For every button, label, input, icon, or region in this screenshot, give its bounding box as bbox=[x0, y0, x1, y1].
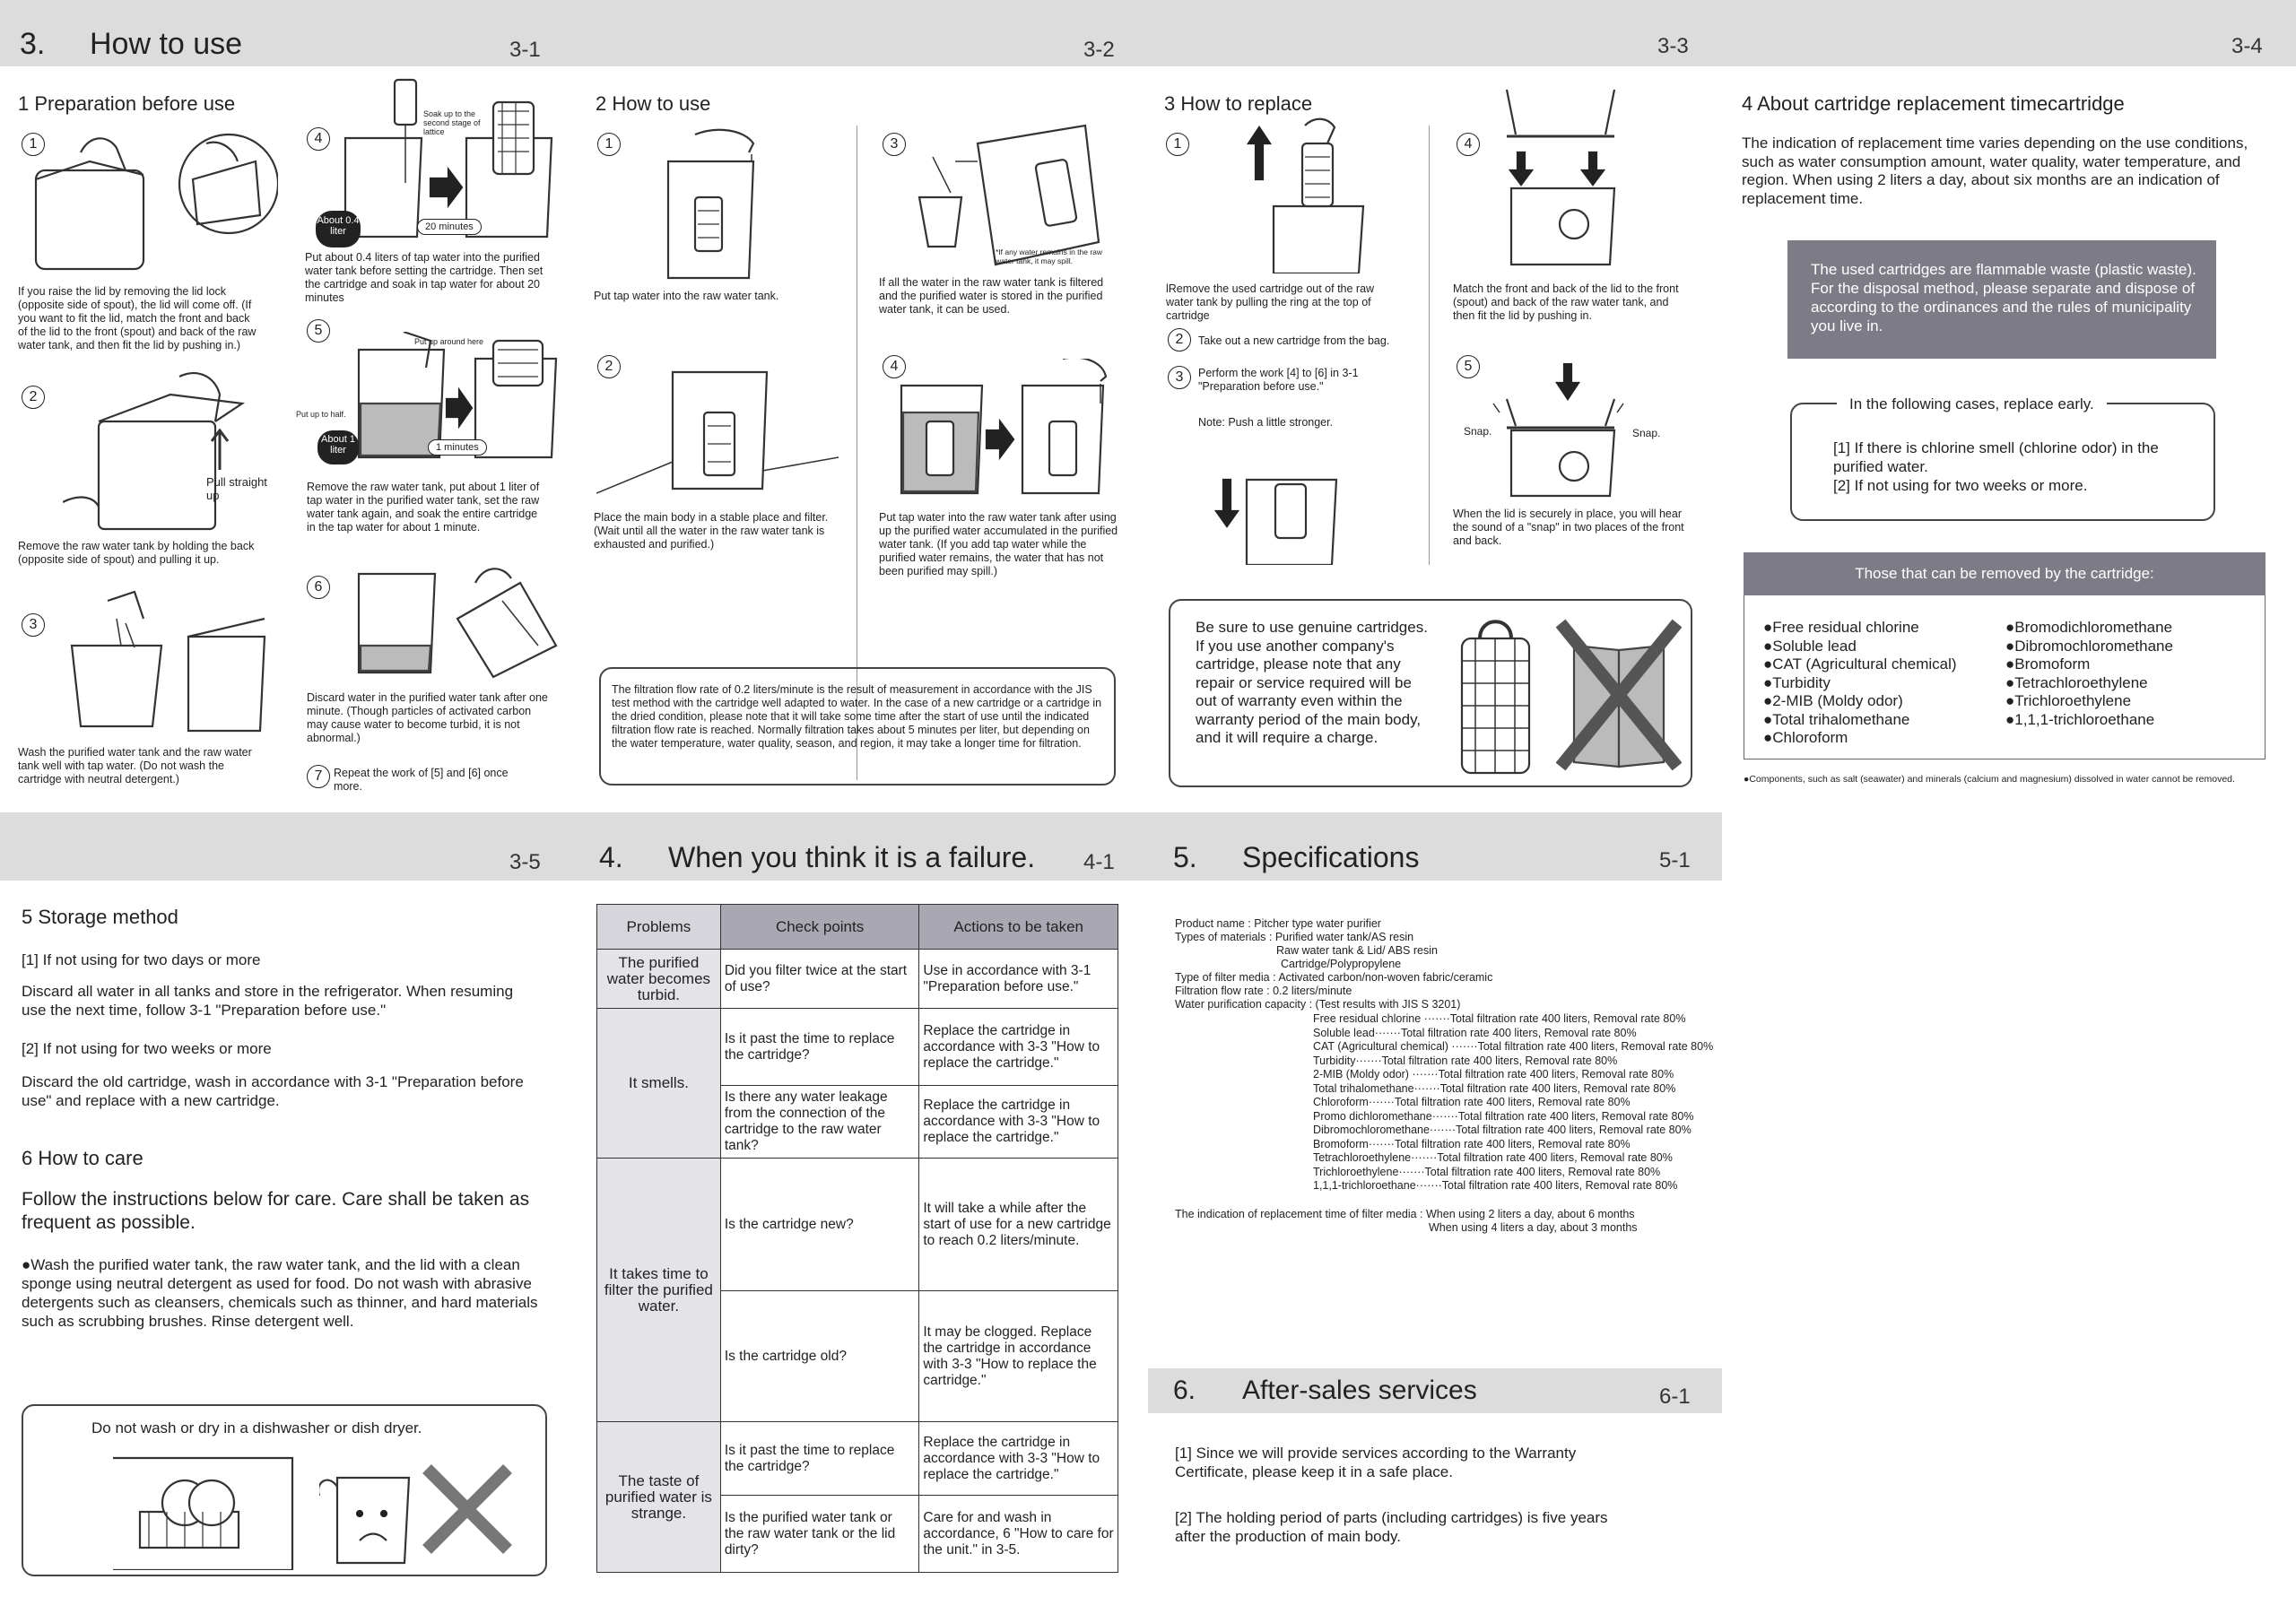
replace-step-5-number: 5 bbox=[1457, 355, 1480, 378]
action-smells-1: Replace the cartridge in accordance with 3-3 "How to replace the cartridge." bbox=[919, 1009, 1118, 1086]
howto-step-3-note: *If any water remains in the raw water tank, it may spill. bbox=[996, 247, 1103, 265]
header-band-top bbox=[0, 0, 2296, 66]
care-heading: 6 How to care bbox=[22, 1147, 144, 1169]
removed-list-right bbox=[2005, 619, 2173, 729]
action-smells-2: Replace the cartridge in accordance with 3-3 "How to replace the cartridge." bbox=[919, 1086, 1118, 1159]
waste-text: The used cartridges are flammable waste (plastic waste). For the disposal method, please separate and dispose of according to the ordinances and the rules of municipality you live in. bbox=[1811, 261, 2196, 334]
removable-item: ●1,1,1-trichloroethane bbox=[2005, 710, 2155, 728]
replace-step-4-illustration bbox=[1489, 81, 1632, 269]
problem-turbid: The purified water becomes turbid. bbox=[597, 950, 721, 1009]
prep-step-5-around-label: Put up around here bbox=[414, 337, 484, 346]
removed-footnote: ●Components, such as salt (seawater) and minerals (calcium and magnesium) dissolved in water cannot be removed. bbox=[1744, 774, 2235, 785]
howto-step-2-text: Place the main body in a stable place and filter. (Wait until all the water in the raw water tank is exhausted and purified.) bbox=[594, 511, 829, 551]
spec-capacity-row: Turbidity·······Total filtration rate 400 liters, Removal rate 80% bbox=[1313, 1054, 1618, 1067]
prep-step-6-illustration bbox=[341, 565, 565, 681]
section-4-title: When you think it is a failure. bbox=[668, 841, 1036, 873]
howto-step-1-illustration bbox=[646, 126, 798, 282]
dishwasher-illustration bbox=[113, 1449, 337, 1570]
spec-capacity: Water purification capacity : (Test results with JIS S 3201) bbox=[1175, 998, 1461, 1011]
prep-step-1-number: 1 bbox=[22, 133, 45, 156]
spec-capacity-row: Soluble lead·······Total filtration rate 400 liters, Removal rate 80% bbox=[1313, 1026, 1637, 1039]
spec-capacity-row: Free residual chlorine ·······Total filtration rate 400 liters, Removal rate 80% bbox=[1313, 1012, 1686, 1025]
replace-step-3-illustration bbox=[1211, 471, 1372, 565]
spec-capacity-row: CAT (Agricultural chemical) ·······Total filtration rate 400 liters, Removal rate 80% bbox=[1313, 1040, 1714, 1053]
replace-early-item-2: [2] If not using for two weeks or more. bbox=[1833, 477, 2088, 494]
storage-heading: 5 Storage method bbox=[22, 906, 178, 928]
howto-step-2-illustration bbox=[596, 359, 848, 502]
howto-step-4-number: 4 bbox=[883, 355, 906, 378]
prep-step-3-illustration bbox=[54, 583, 278, 744]
section-6-title: After-sales services bbox=[1242, 1376, 1477, 1405]
replace-step-1-illustration bbox=[1238, 117, 1372, 273]
sad-pitcher-icon bbox=[319, 1460, 427, 1567]
genuine-cartridge-icon bbox=[1448, 612, 1543, 777]
header-actions: Actions to be taken bbox=[919, 905, 1118, 950]
action-taste-2: Care for and wash in accordance, 6 "How to care for the unit." in 3-5. bbox=[919, 1496, 1118, 1573]
spec-replacement-1: The indication of replacement time of filter media : When using 2 liters a day, about 6 months bbox=[1175, 1208, 1635, 1220]
removable-item: ●Free residual chlorine bbox=[1763, 619, 1919, 636]
spec-capacity-row: 2-MIB (Moldy odor) ·······Total filtration rate 400 liters, Removal rate 80% bbox=[1313, 1068, 1674, 1081]
prep-step-5-text: Remove the raw water tank, put about 1 liter of tap water in the purified water tank, set the raw water tank again, and soak the entire cartridge in the tap water for about 1 minute. bbox=[307, 481, 540, 534]
replace-step-5-text: When the lid is securely in place, you will hear the sound of a "snap" in two places of the front and back. bbox=[1453, 508, 1684, 547]
replace-early-title: In the following cases, replace early. bbox=[1837, 395, 2107, 413]
spec-capacity-row: Trichloroethylene·······Total filtration rate 400 liters, Removal rate 80% bbox=[1313, 1165, 1661, 1178]
prep-step-2-number: 2 bbox=[22, 386, 45, 409]
dishwasher-box bbox=[22, 1404, 547, 1576]
filtration-note-text: The filtration flow rate of 0.2 liters/minute is the result of measurement in accordance with the JIS test method with the cartridge well adapted to water. In the case of a new cartridge or a cartridge in the dried condition, please note that it will take some time after the start of use until the indicated filtration flow rate is reached. Normally filtration takes about 5 minutes per liter, but depending on the water temperature, water quality, season, and region, it may take a longer time for filtration. bbox=[612, 683, 1102, 750]
page-number-3-2: 3-2 bbox=[1083, 38, 1115, 62]
storage-p1-title: [1] If not using for two days or more bbox=[22, 951, 261, 968]
replace-step-3-text: Perform the work [4] to [6] in 3-1 "Preparation before use." bbox=[1198, 367, 1359, 393]
section-3-number: 3. bbox=[20, 27, 46, 61]
prohibited-x-icon bbox=[418, 1460, 517, 1558]
care-bullet: ●Wash the purified water tank, the raw water tank, and the lid with a clean sponge using neutral detergent as used for food. Do not wash with abrasive detergents such as cleansers, chemicals such as thinner, and hard materials such as scrubbing brushes. Rinse detergent well. bbox=[22, 1256, 538, 1330]
page-number-3-4: 3-4 bbox=[2231, 34, 2263, 58]
check-turbid-1: Did you filter twice at the start of use? bbox=[720, 950, 919, 1009]
genuine-cartridge-text: Be sure to use genuine cartridges. If you use another company's cartridge, please note that any repair or service required will be out of warranty even within the warranty period of the main body, and it will require a charge. bbox=[1196, 619, 1428, 746]
removed-title-bar bbox=[1744, 552, 2266, 595]
problem-smells: It smells. bbox=[597, 1009, 721, 1159]
waste-box bbox=[1787, 240, 2216, 359]
prep-step-3-text: Wash the purified water tank and the raw water tank well with tap water. (Do not wash the cartridge with neutral detergent.) bbox=[18, 746, 252, 785]
replace-step-3-number: 3 bbox=[1168, 366, 1191, 389]
howto-step-2-number: 2 bbox=[597, 355, 621, 378]
section-6-number: 6. bbox=[1173, 1376, 1196, 1405]
storage-p2-title: [2] If not using for two weeks or more bbox=[22, 1040, 272, 1057]
prep-step-2-label: Pull straight up bbox=[206, 475, 267, 502]
prep-step-2-text: Remove the raw water tank by holding the back (opposite side of spout) and pulling it up. bbox=[18, 540, 255, 566]
replace-step-3-note: Note: Push a little stronger. bbox=[1198, 416, 1334, 429]
spec-replacement-2: When using 4 liters a day, about 3 months bbox=[1429, 1221, 1638, 1234]
check-slow-1: Is the cartridge new? bbox=[720, 1159, 919, 1291]
removable-item: ●Soluble lead bbox=[1763, 637, 1857, 655]
spec-media: Type of filter media : Activated carbon/non-woven fabric/ceramic bbox=[1175, 971, 1493, 984]
howto-heading: 2 How to use bbox=[596, 92, 711, 115]
removable-item: ●Dibromochloromethane bbox=[2005, 637, 2173, 655]
replace-step-4-number: 4 bbox=[1457, 133, 1480, 156]
spec-capacity-row: Bromoform·······Total filtration rate 400 liters, Removal rate 80% bbox=[1313, 1137, 1631, 1150]
spec-product: Product name : Pitcher type water purifier bbox=[1175, 917, 1381, 930]
section-5-number: 5. bbox=[1173, 841, 1197, 873]
spec-materials-3: Cartridge/Polypropylene bbox=[1281, 958, 1402, 970]
prep-step-4-badge bbox=[316, 211, 361, 247]
spec-capacity-row: Chloroform·······Total filtration rate 400 liters, Removal rate 80% bbox=[1313, 1096, 1631, 1108]
storage-p2-text: Discard the old cartridge, wash in accordance with 3-1 "Preparation before use" and replace with a new cartridge. bbox=[22, 1073, 524, 1109]
spec-flow: Filtration flow rate : 0.2 liters/minute bbox=[1175, 985, 1352, 997]
howto-step-4-text: Put tap water into the raw water tank after using up the purified water accumulated in the purified water tank. (If you add tap water while the purified water remains, the water that has not been purified may spill.) bbox=[879, 511, 1118, 577]
removable-item: ●Turbidity bbox=[1763, 673, 1831, 691]
prep-step-5-badge-text: About 1 liter bbox=[321, 434, 355, 456]
howto-step-1-number: 1 bbox=[597, 133, 621, 156]
page-number-6-1: 6-1 bbox=[1659, 1384, 1691, 1409]
care-lead: Follow the instructions below for care. Care shall be taken as frequent as possible. bbox=[22, 1189, 530, 1233]
filtration-note-box bbox=[599, 667, 1116, 785]
storage-p1-text: Discard all water in all tanks and store in the refrigerator. When resuming use the next time, follow 3-1 "Preparation before use." bbox=[22, 983, 514, 1019]
replace-step-5-illustration bbox=[1489, 363, 1632, 498]
table-row bbox=[597, 1009, 1118, 1086]
page-number-3-5: 3-5 bbox=[509, 850, 541, 874]
removed-title: Those that can be removed by the cartridge: bbox=[1855, 565, 2154, 582]
table-row bbox=[597, 950, 1118, 1009]
replace-heading: 3 How to replace bbox=[1164, 92, 1313, 115]
removable-item: ●Total trihalomethane bbox=[1763, 710, 1910, 728]
check-taste-1: Is it past the time to replace the cartridge? bbox=[720, 1422, 919, 1496]
spec-materials-1: Types of materials : Purified water tank/AS resin bbox=[1175, 931, 1414, 943]
removable-item: ●CAT (Agricultural chemical) bbox=[1763, 655, 1957, 673]
pull-up-arrow-icon bbox=[208, 427, 231, 472]
snap-left: Snap. bbox=[1464, 425, 1492, 438]
replace-early-box bbox=[1790, 395, 2215, 521]
spec-capacity-row: 1,1,1-trichloroethane·······Total filtration rate 400 liters, Removal rate 80% bbox=[1313, 1179, 1678, 1192]
prep-step-6-text: Discard water in the purified water tank after one minute. (Though particles of activated carbon may cause water to become turbid, it is not abnormal.) bbox=[307, 691, 548, 744]
check-slow-2: Is the cartridge old? bbox=[720, 1291, 919, 1422]
removable-item: ●2-MIB (Moldy odor) bbox=[1763, 692, 1903, 709]
action-slow-1: It will take a while after the start of use for a new cartridge to reach 0.2 liters/minute. bbox=[919, 1159, 1118, 1291]
spec-capacity-row: Tetrachloroethylene·······Total filtration rate 400 liters, Removal rate 80% bbox=[1313, 1151, 1673, 1164]
howto-step-3-number: 3 bbox=[883, 133, 906, 156]
section-3-title: How to use bbox=[90, 27, 243, 61]
table-row bbox=[597, 1159, 1118, 1291]
header-check-points: Check points bbox=[720, 905, 919, 950]
removable-item: ●Trichloroethylene bbox=[2005, 692, 2132, 709]
problem-taste: The taste of purified water is strange. bbox=[597, 1422, 721, 1573]
page-number-3-3: 3-3 bbox=[1657, 34, 1689, 58]
spec-capacity-row: Promo dichloromethane·······Total filtration rate 400 liters, Removal rate 80% bbox=[1313, 1109, 1694, 1123]
page-number-5-1: 5-1 bbox=[1659, 848, 1691, 872]
page-number-4-1: 4-1 bbox=[1083, 850, 1115, 874]
replace-step-4-text: Match the front and back of the lid to the front (spout) and back of the raw water tank, and then fit the lid by pushing in. bbox=[1453, 282, 1679, 322]
about-heading: 4 About cartridge replacement timecartridge bbox=[1742, 92, 2125, 115]
howto-step-3-text: If all the water in the raw water tank is filtered and the purified water is stored in the purified water tank, it can be used. bbox=[879, 276, 1104, 316]
prep-step-1-illustration bbox=[27, 126, 278, 278]
prep-step-6-number: 6 bbox=[307, 576, 330, 599]
prep-step-4-soak-label: Soak up to the second stage of lattice bbox=[423, 109, 481, 136]
spec-capacity-rows bbox=[1313, 1012, 1713, 1193]
prep-step-5-number: 5 bbox=[307, 319, 330, 343]
page-number-3-1: 3-1 bbox=[509, 38, 541, 62]
check-smells-1: Is it past the time to replace the cartridge? bbox=[720, 1009, 919, 1086]
prep-heading: 1 Preparation before use bbox=[18, 92, 236, 115]
howto-step-4-illustration bbox=[892, 359, 1117, 502]
prep-step-4-badge-text: About 0.4 liter bbox=[317, 215, 360, 237]
replace-step-1-text: lRemove the used cartridge out of the raw water tank by pulling the ring at the top of cartridge bbox=[1166, 282, 1375, 322]
replace-step-2-number: 2 bbox=[1168, 328, 1191, 352]
section-5-title: Specifications bbox=[1242, 841, 1420, 873]
snap-right: Snap. bbox=[1632, 427, 1661, 439]
table-header-row bbox=[597, 905, 1118, 950]
spec-capacity-row: Dibromochloromethane·······Total filtration rate 400 liters, Removal rate 80% bbox=[1313, 1124, 1692, 1136]
removable-item: ●Tetrachloroethylene bbox=[2005, 673, 2148, 691]
howto-step-1-text: Put tap water into the raw water tank. bbox=[594, 290, 779, 302]
troubleshooting-table bbox=[596, 904, 1118, 1573]
check-taste-2: Is the purified water tank or the raw water tank or the lid dirty? bbox=[720, 1496, 919, 1573]
prep-step-1-text: If you raise the lid by removing the lid lock (opposite side of spout), the lid will come off. (If you want to fit the lid, match the front and back of the lid to the front (spout) and back of the raw water tank, and then fit the lid by pushing in.) bbox=[18, 285, 257, 352]
removable-item: ●Bromoform bbox=[2005, 655, 2091, 673]
prep-step-7-text: Repeat the work of [5] and [6] once more. bbox=[334, 767, 509, 793]
prep-step-5-badge bbox=[317, 430, 359, 464]
prep-step-3-number: 3 bbox=[22, 613, 45, 637]
prep-step-7-number: 7 bbox=[307, 765, 330, 788]
other-cartridge-crossed-icon bbox=[1556, 619, 1682, 771]
prep-step-5-time: 1 minutes bbox=[428, 439, 487, 456]
aftersales-p2: [2] The holding period of parts (including cartridges) is five years after the production of main body. bbox=[1175, 1509, 1608, 1545]
prep-step-5-half-label: Put up to half. bbox=[296, 410, 346, 419]
prep-step-4-time: 20 minutes bbox=[417, 219, 482, 235]
section-4-number: 4. bbox=[599, 841, 623, 873]
check-smells-2: Is there any water leakage from the connection of the cartridge to the raw water tank? bbox=[720, 1086, 919, 1159]
dishwasher-text: Do not wash or dry in a dishwasher or dish dryer. bbox=[91, 1419, 422, 1436]
aftersales-p1: [1] Since we will provide services according to the Warranty Certificate, please keep it in a safe place. bbox=[1175, 1445, 1577, 1480]
replace-early-item-1: [1] If there is chlorine smell (chlorine odor) in the purified water. bbox=[1833, 439, 2159, 475]
problem-slow: It takes time to filter the purified water. bbox=[597, 1159, 721, 1422]
action-taste-1: Replace the cartridge in accordance with 3-3 "How to replace the cartridge." bbox=[919, 1422, 1118, 1496]
howto-step-3-illustration bbox=[906, 108, 1121, 269]
prep-step-4-text: Put about 0.4 liters of tap water into the purified water tank before setting the cartridge. Then set the cartridge and soak in tap water for about 20 minutes bbox=[305, 251, 544, 304]
about-intro: The indication of replacement time varies depending on the use conditions, such as water consumption amount, water quality, water temperature, and region. When using 2 liters a day, about six months are an indication of replacement time. bbox=[1742, 135, 2248, 207]
removable-item: ●Chloroform bbox=[1763, 729, 1848, 746]
spec-capacity-row: Total trihalomethane·······Total filtration rate 400 liters, Removal rate 80% bbox=[1313, 1081, 1676, 1095]
replace-step-2-text: Take out a new cartridge from the bag. bbox=[1198, 334, 1390, 347]
header-problems: Problems bbox=[597, 905, 721, 950]
prep-step-4-number: 4 bbox=[307, 127, 330, 151]
removed-list-left bbox=[1763, 619, 1957, 748]
replace-step-1-number: 1 bbox=[1166, 133, 1189, 156]
spec-materials-2: Raw water tank & Lid/ ABS resin bbox=[1276, 944, 1438, 957]
table-row bbox=[597, 1422, 1118, 1496]
action-turbid-1: Use in accordance with 3-1 "Preparation before use." bbox=[919, 950, 1118, 1009]
genuine-cartridge-box bbox=[1169, 599, 1692, 787]
action-slow-2: It may be clogged. Replace the cartridge in accordance with 3-3 "How to replace the cartridge." bbox=[919, 1291, 1118, 1422]
removable-item: ●Bromodichloromethane bbox=[2005, 619, 2173, 636]
